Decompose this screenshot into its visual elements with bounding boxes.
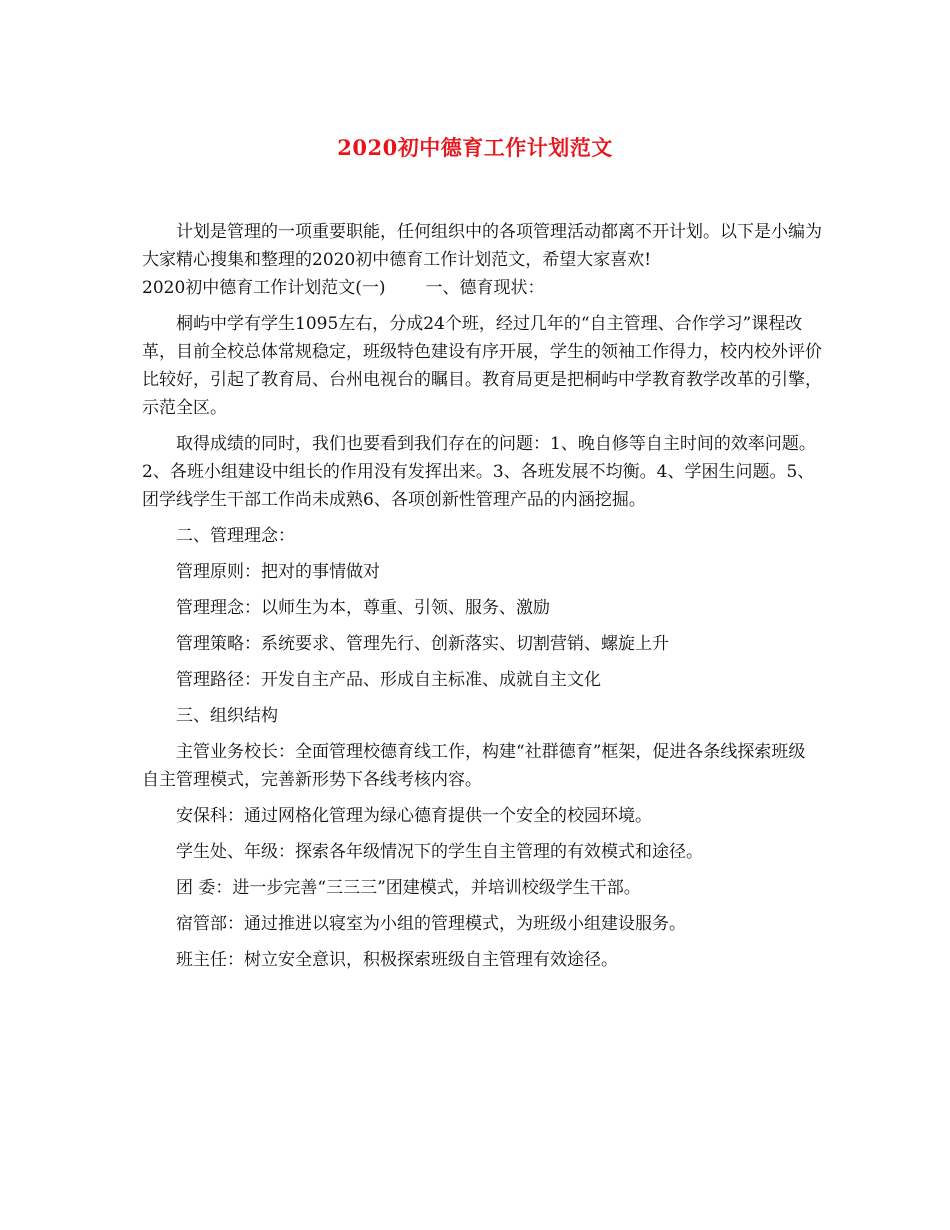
plan-subtitle: 2020初中德育工作计划范文(一) (142, 278, 386, 298)
document-body (142, 218, 822, 974)
intro-paragraph: 计划是管理的一项重要职能，任何组织中的各项管理活动都离不开计划。以下是小编为大家精心搜集和整理的2020初中德育工作计划范文，希望大家喜欢! (142, 222, 822, 270)
principal-role: 主管业务校长：全面管理校德育线工作，构建“社群德育”框架，促进各条线探索班级自主管理模式，完善新形势下各线考核内容。 (142, 742, 806, 790)
document-title: 2020初中德育工作计划范文 (337, 135, 613, 160)
status-paragraph: 桐屿中学有学生1095左右，分成24个班，经过几年的“自主管理、合作学习”课程改革，目前全校总体常规稳定，班级特色建设有序开展，学生的领袖工作得力，校内校外评价比较好，引起了教育局、台州电视台的瞩目。教育局更是把桐屿中学教育教学改革的引擎，示范全区。 (142, 314, 822, 418)
security-role: 安保科：通过网格化管理为绿心德育提供一个安全的校园环境。 (176, 806, 652, 826)
dorm-role: 宿管部：通过推进以寝室为小组的管理模式，为班级小组建设服务。 (176, 914, 686, 934)
problems-paragraph: 取得成绩的同时，我们也要看到我们存在的问题：1、晚自修等自主时间的效率问题。2、各班小组建设中组长的作用没有发挥出来。3、各班发展不均衡。4、学困生问题。5、团学线学生干部工作尚未成熟6、各项创新性管理产品的内涵挖掘。 (142, 434, 816, 510)
league-role: 团 委：进一步完善“三三三”团建模式，并培训校级学生干部。 (176, 878, 641, 898)
management-concept: 管理理念：以师生为本，尊重、引领、服务、激励 (176, 598, 550, 618)
management-strategy: 管理策略：系统要求、管理先行、创新落实、切割营销、螺旋上升 (176, 634, 669, 654)
subtitle-line (142, 274, 822, 302)
management-path: 管理路径：开发自主产品、形成自主标准、成就自主文化 (176, 670, 601, 690)
management-principle: 管理原则：把对的事情做对 (176, 562, 380, 582)
head-teacher-role: 班主任：树立安全意识，积极探索班级自主管理有效途径。 (176, 950, 618, 970)
section-heading-structure: 三、组织结构 (176, 706, 278, 726)
section-heading-philosophy: 二、管理理念： (176, 526, 295, 546)
student-office-role: 学生处、年级：探索各年级情况下的学生自主管理的有效模式和途径。 (176, 842, 703, 862)
section-heading-status: 一、德育现状： (425, 278, 545, 298)
